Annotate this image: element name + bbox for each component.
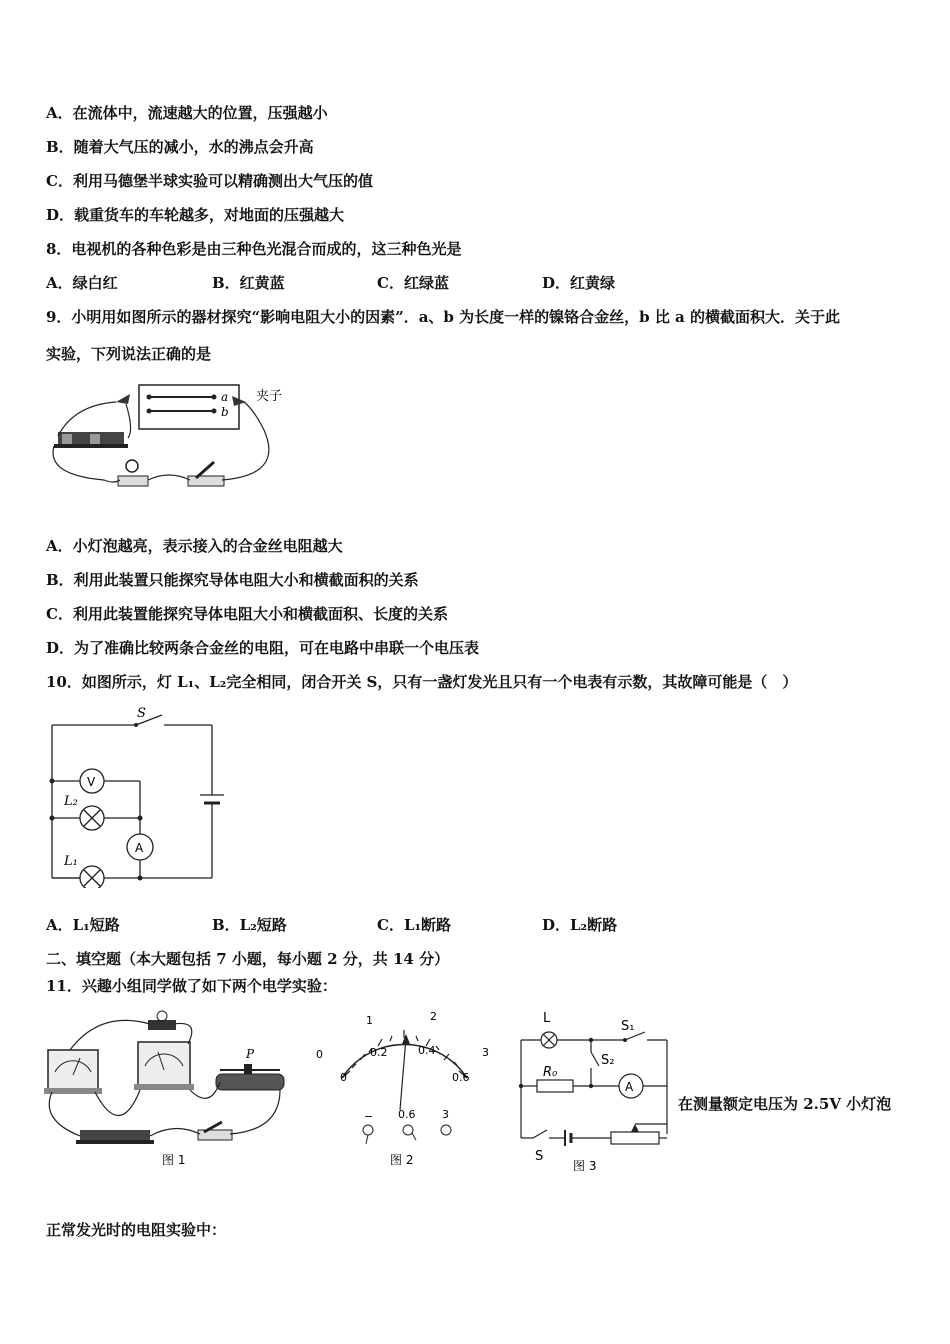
top-scale-3: 3 [482, 1046, 489, 1059]
q7-option-d: D．载重货车的车轮越多，对地面的压强越大 [46, 206, 345, 224]
fig3-caption: 图 3 [573, 1159, 597, 1173]
bottom-scale-2: 0.4 [418, 1044, 436, 1057]
top-scale-1: 1 [366, 1014, 373, 1027]
q9-option-a: A．小灯泡越亮，表示接入的合金丝电阻越大 [46, 537, 343, 555]
q9-stem-line2: 实验，下列说法正确的是 [46, 345, 212, 363]
fig3-s1-label: S₁ [621, 1019, 635, 1034]
top-scale-2: 2 [430, 1010, 437, 1023]
bottom-scale-0: 0 [340, 1071, 347, 1084]
fig3-main-switch-label: S [535, 1149, 544, 1164]
q8-option-d: D．红黄绿 [542, 274, 616, 292]
q11-continuation: 正常发光时的电阻实验中： [46, 1221, 227, 1239]
q7-option-a: A．在流体中，流速越大的位置，压强越小 [46, 104, 328, 122]
terminal-3: 3 [442, 1108, 449, 1121]
q9-option-d: D．为了准确比较两条合金丝的电阻，可在电路中串联一个电压表 [46, 639, 480, 657]
q11-stem: 11．兴趣小组同学做了如下两个电学实验： [46, 977, 337, 995]
voltmeter-label: V [87, 775, 96, 789]
fig3-r0-label: R₀ [543, 1065, 558, 1080]
wire-a-label: a [221, 390, 229, 404]
terminal-minus: − [364, 1110, 374, 1123]
bottom-scale-3: 0.6 [452, 1071, 470, 1084]
q11-figure-3 [515, 1008, 675, 1178]
ammeter-label: A [135, 841, 144, 855]
section2-heading: 二、填空题（本大题包括 7 小题，每小题 2 分，共 14 分） [46, 950, 450, 968]
q10-stem: 10．如图所示，灯 L₁、L₂完全相同，闭合开关 S，只有一盏灯发光且只有一个电表有示数，其故障可能是（ ） [46, 673, 798, 691]
lamp-l1-label: L₁ [64, 854, 78, 869]
q10-option-b: B．L₂短路 [212, 916, 287, 934]
top-scale-0: 0 [316, 1048, 323, 1061]
q9-circuit-figure [44, 380, 304, 505]
slider-p-label: P [246, 1047, 255, 1061]
q8-option-a: A．绿白红 [46, 274, 118, 292]
q9-option-c: C．利用此装置能探究导体电阻大小和横截面积、长度的关系 [46, 605, 448, 623]
q8-option-b: B．红黄蓝 [212, 274, 285, 292]
clip-label: 夹子 [256, 389, 283, 404]
fig3-s2-label: S₂ [601, 1053, 615, 1068]
q11-figure-2 [312, 1008, 497, 1173]
wire-b-label: b [221, 405, 229, 419]
q9-stem-line1: 9．小明用如图所示的器材探究“影响电阻大小的因素”．a、b 为长度一样的镍铬合金丝，b 比 a 的横截面积大．关于此 [46, 308, 841, 326]
fig3-ammeter-label: A [625, 1080, 634, 1094]
bottom-scale-1: 0.2 [370, 1046, 388, 1059]
switch-s-label: S [137, 706, 146, 721]
lamp-l2-label: L₂ [64, 794, 78, 809]
q10-option-a: A．L₁短路 [46, 916, 120, 934]
q11-side-text: 在测量额定电压为 2.5V 小灯泡 [678, 1095, 892, 1113]
q10-circuit-figure [44, 703, 234, 888]
q8-option-c: C．红绿蓝 [377, 274, 449, 292]
terminal-0-6: 0.6 [398, 1108, 416, 1121]
fig1-caption: 图 1 [162, 1153, 186, 1167]
q9-option-b: B．利用此装置只能探究导体电阻大小和横截面积的关系 [46, 571, 419, 589]
fig2-caption: 图 2 [390, 1153, 414, 1167]
q8-stem: 8．电视机的各种色彩是由三种色光混合而成的，这三种色光是 [46, 240, 462, 258]
q10-option-c: C．L₁断路 [377, 916, 452, 934]
q10-option-d: D．L₂断路 [542, 916, 618, 934]
fig3-lamp-label: L [543, 1011, 551, 1026]
q7-option-b: B．随着大气压的减小，水的沸点会升高 [46, 138, 314, 156]
q7-option-c: C．利用马德堡半球实验可以精确测出大气压的值 [46, 172, 373, 190]
q11-figure-1 [40, 1010, 290, 1170]
